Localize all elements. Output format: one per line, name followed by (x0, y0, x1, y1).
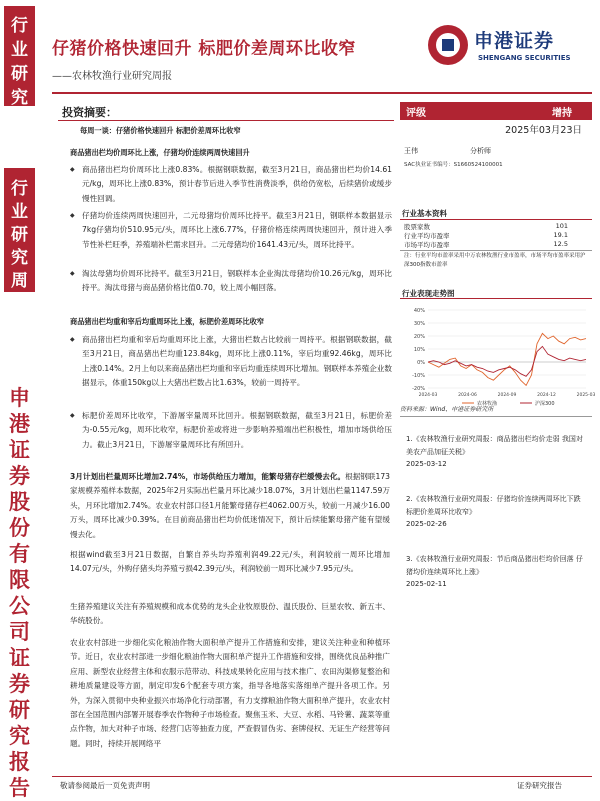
company-report-tag-char: 告 (9, 776, 30, 800)
industry-weekly-tag-char: 报 (11, 294, 28, 314)
related-report-date: 2025-02-11 (406, 580, 447, 589)
company-report-tag-char: 证 (9, 646, 30, 670)
section2-bullet: ◆ 标肥价差周环比收窄，下游屠宰量周环比回升。根据钢联数据，截至3月21日，标肥价差为-0.55元/kg，周环比收窄，标肥价差或将进一步影响养殖端出栏积极性，增加市场供给压力。截止3月21日，下游屠宰量周环比有所回升。 (70, 409, 392, 452)
company-report-tag-char: 公 (9, 594, 30, 618)
analyst-name: 王伟 (404, 147, 418, 155)
company-report-tag-char: 券 (9, 672, 30, 696)
industry-weekly-tag (4, 168, 35, 314)
industry-weekly-tag-char: 业 (11, 202, 28, 222)
company-report-tag-char: 有 (9, 542, 30, 566)
abstract-heading: 投资摘要： (62, 106, 117, 119)
report-date: 2025年03月23日 (505, 125, 582, 136)
company-report-tag-char: 研 (9, 698, 30, 722)
related-report[interactable] (406, 553, 586, 591)
company-report-tag-char: 报 (9, 750, 30, 774)
company-report-tag-char: 究 (9, 724, 30, 748)
basic-info-note: 注：行业平均市盈率采用中万农林牧渔行业市盈率，市场平均市盈率采用沪深300指数市盈率 (404, 253, 586, 268)
related-report-date: 2025-03-12 (406, 460, 447, 469)
chart-x-tick: 2025-03 (576, 393, 596, 398)
section3-body: 根据钢联173家规模养殖样本数据，2025年2月实际出栏量月环比减少18.07%，3月计划出栏量1147.59万头，月环比增加2.74%。农业农村部口径1月能繁母猪存栏4062.00万头，较前一月减少16.00万头，周环比减少0.39%。在目前商品猪出栏均价低迷情况下，预计后续能繁母猪产能有望缓慢去化。 (70, 472, 390, 539)
analyst-certificate: SAC执业证书编号：S1660524100001 (404, 162, 503, 168)
company-report-tag-char: 份 (9, 516, 30, 540)
related-report[interactable] (406, 433, 586, 471)
chart-y-tick: 30% (413, 321, 425, 327)
profit-paragraph: 根据wind截至3月21日数据，自繁自养头均养殖利润49.22元/头，利润较前一周环比增加14.07元/头，外购仔猪头均养殖亏损42.39元/头，利润较前一周环比减少7.95元/头。 (70, 550, 390, 574)
section2-bullet: ◆ 商品猪出栏均重和宰后均重周环比上涨，大猪出栏数占比较前一周持平。根据钢联数据，截至3月21日，商品猪出栏均重123.84kg，周环比上涨0.11%，宰后均重92.46kg，周环比上涨0.14%。2月上旬以来商品猪出栏均重和宰后均重连续周环比增加。钢联样本养殖企业数据显示，体重150kg以上大猪出栏数占比1.63%，较前一周持平。 (70, 333, 392, 390)
section1-bullet: ◆ 仔猪均价连续两周快速回升，二元母猪均价周环比持平。截至3月21日，钢联样本数据显示7kg仔猪均价510.95元/头，周环比上涨6.77%，仔猪价格连续两周快速回升，预计进入季节性补栏旺季，养殖端补栏需求回升。二元母猪均价1641.43元/头，周环比持平。 (70, 209, 392, 252)
policy-paragraph: 农业农村部进一步细化实化粮油作物大面积单产提升工作措施和安排，建议关注种业和种植环节。近日，农业农村部进一步细化粮油作物大面积单产提升工作措施和安排，围绕优良品种推广应用、新型农业经营主体和农服示范带动、科技成果转化应用与技术推广、农田沟渠修复整治和耕地质量建设等方面，制定印发6个配套专项方案，指导各地落实落细单产提升各项工作。另外，为深入贯彻中央种业振兴市场净化行动部署，有力支撑粮油作物大面积单产提升，农业农村部在全国范围内部署开展春季农作物种子市场检查。聚焦玉米、大豆、水稻、马铃薯、蔬菜等重点作物，加大对种子市场、经营门店等抽查力度，严查假冒伪劣、套牌侵权、无证生产经营等问题。同时，持续开展网络平 (70, 638, 390, 748)
chart-series-line (428, 346, 586, 376)
logo-text-cn: 申港证券 (474, 30, 555, 52)
company-report-tag-char: 港 (9, 412, 30, 436)
section3-lead: 3月计划出栏量周环比增加2.74%，市场供给压力增加，能繁母猪存栏缓慢去化。 (70, 472, 346, 481)
chart-y-tick: 20% (413, 334, 425, 340)
industry-weekly-tag-char: 周 (11, 271, 28, 291)
industry-research-tag-char: 行 (11, 16, 28, 36)
chart-heading: 行业表现走势图 (402, 289, 455, 298)
footer-divider (52, 776, 592, 777)
basic-info-divider (400, 219, 592, 220)
section1-bullet: ◆ 商品猪出栏均价周环比上涨0.83%。根据钢联数据，截至3月21日，商品猪出栏均价14.61元/kg，周环比上涨0.83%，预计春节后进入季节性消费淡季，供给仍宽松，后续猪价或缓步慢性回调。 (70, 163, 392, 206)
left-band (0, 0, 40, 800)
chart-series-line (428, 333, 586, 385)
basic-info-bottom-rule (400, 250, 592, 251)
suggestion-paragraph: 生猪养殖建议关注有养殖规模和成本优势的龙头企业牧原股份、温氏股份、巨星农牧、新五丰、华统股份。 (70, 602, 390, 626)
industry-performance-chart (400, 300, 596, 410)
chart-y-tick: 0% (417, 360, 425, 366)
chart-x-tick: 2024-12 (537, 393, 556, 398)
industry-weekly-tag-char: 研 (11, 225, 28, 245)
chart-legend-label: 农林牧渔 (477, 401, 498, 407)
company-report-tag-char: 证 (9, 438, 30, 462)
industry-weekly-tag-char: 行 (11, 179, 28, 199)
section1-bullet: ◆ 淘汰母猪均价周环比持平。截至3月21日，钢联样本企业淘汰母猪均价10.26元/kg，周环比持平。淘汰母猪与商品猪价格比值0.70，较上周小幅回落。 (70, 267, 392, 296)
chart-legend-label: 沪深300 (535, 401, 555, 407)
logo-icon (428, 25, 468, 65)
company-logo (428, 20, 598, 70)
basic-info-row: 市场平均市盈率 12.5 (404, 240, 568, 249)
industry-research-tag (4, 6, 35, 106)
company-report-tag-char: 申 (9, 386, 30, 410)
analyst-role: 分析师 (470, 147, 491, 155)
industry-weekly-tag-char: 究 (11, 248, 28, 268)
weekly-view: 每周一谈：仔猪价格快速回升 标肥价差周环比收窄 (80, 126, 241, 135)
industry-research-tag-char: 究 (11, 88, 28, 108)
related-report-title: 3.《农林牧渔行业研究周报：节后商品猪出栏均价回落 仔猪均价连续周环比上涨》 (406, 555, 583, 576)
basic-info-heading: 行业基本资料 (402, 209, 447, 218)
basic-info-row: 行业平均市盈率 19.1 (404, 231, 568, 240)
related-report-title: 1.《农林牧渔行业研究周报：商品猪出栏均价走弱 我国对美农产品加征关税》 (406, 435, 583, 456)
related-report[interactable] (406, 493, 586, 531)
rating-value: 增持 (552, 108, 572, 119)
header-divider (52, 92, 592, 94)
related-report-title: 2.《农林牧渔行业研究周报：仔猪均价连续两周环比下跌 标肥价差周环比收窄》 (406, 495, 581, 516)
company-report-tag-char: 券 (9, 464, 30, 488)
chart-divider (400, 298, 592, 299)
basic-info-row: 股票家数 101 (404, 222, 568, 231)
related-report-date: 2025-02-26 (406, 520, 447, 529)
chart-x-tick: 2024-03 (418, 393, 438, 398)
industry-research-tag-char: 研 (11, 64, 28, 84)
chart-y-tick: -10% (412, 373, 425, 379)
chart-bottom-rule (400, 416, 592, 417)
logo-text-en: SHENGANG SECURITIES (478, 54, 571, 62)
chart-y-tick: 10% (413, 347, 425, 353)
company-report-tag-char: 司 (9, 620, 30, 644)
section1-heading: 商品猪出栏均价周环比上涨，仔猪均价连续两周快速回升 (70, 148, 250, 157)
section2-heading: 商品猪出栏均重和宰后均重周环比上涨，标肥价差周环比收窄 (70, 317, 265, 326)
chart-x-tick: 2024-06 (458, 393, 477, 398)
industry-research-tag-char: 业 (11, 40, 28, 60)
footer-disclaimer[interactable]: 敬请参阅最后一页免责声明 (60, 781, 150, 790)
chart-source: 资料来源：Wind、申港证券研究所 (400, 406, 494, 413)
chart-y-tick: 40% (413, 308, 425, 314)
rating-bar (400, 102, 592, 120)
report-subtitle: ——农林牧渔行业研究周报 (52, 71, 172, 82)
company-report-tag (4, 385, 35, 801)
rating-label: 评级 (406, 108, 426, 119)
company-report-tag-char: 股 (9, 490, 30, 514)
company-report-tag-char: 限 (9, 568, 30, 592)
footer-report-type: 证券研究报告 (517, 781, 562, 790)
chart-x-tick: 2024-09 (497, 393, 517, 398)
section3-paragraph (70, 470, 390, 542)
chart-y-tick: -20% (412, 386, 425, 392)
abstract-divider (58, 120, 394, 121)
report-title: 仔猪价格快速回升 标肥价差周环比收窄 (52, 39, 356, 59)
